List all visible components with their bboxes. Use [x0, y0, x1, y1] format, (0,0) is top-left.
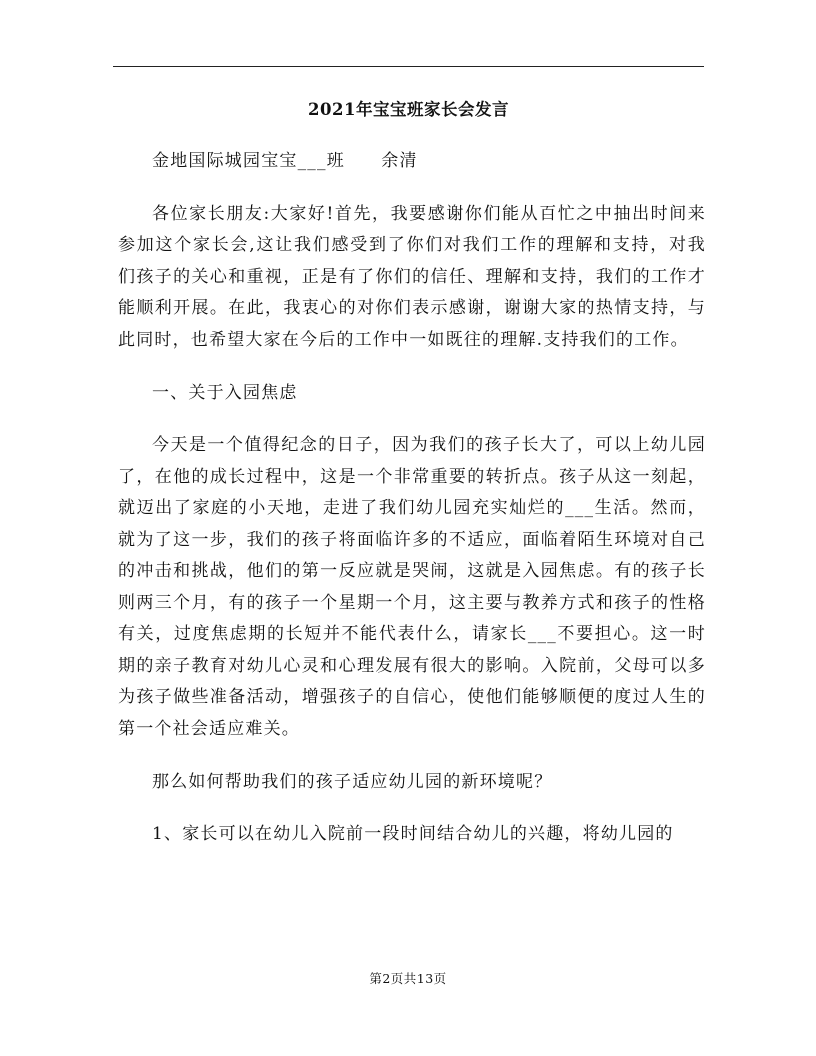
list-item-paragraph: 1、家长可以在幼儿入院前一段时间结合幼儿的兴趣，将幼儿园的 — [152, 824, 674, 844]
greeting-paragraph: 各位家长朋友:大家好!首先，我要感谢你们能从百忙之中抽出时间来参加这个家长会,这让我们感受到了你们对我们工作的理解和支持，对我们孩子的关心和重视，正是有了你们的信任、理解和支持，我们的工作才能顺利开展。在此，我衷心的对你们表示感谢，谢谢大家的热情支持，与此同时，也希望大家在今后的工作中一如既往的理解.支持我们的工作。 — [118, 203, 706, 350]
document-body — [118, 146, 706, 872]
section-heading: 一、关于入园焦虑 — [152, 382, 298, 403]
header-rule — [113, 66, 704, 67]
author-line: 金地国际城园宝宝___班 余清 — [152, 151, 418, 171]
body-paragraph: 今天是一个值得纪念的日子，因为我们的孩子长大了，可以上幼儿园了，在他的成长过程中，这是一个非常重要的转折点。孩子从这一刻起，就迈出了家庭的小天地，走进了我们幼儿园充实灿烂的___生活。然而，就为了这一步，我们的孩子将面临许多的不适应，面临着陌生环境对自己的冲击和挑战，他们的第一反应就是哭闹，这就是入园焦虑。有的孩子长则两三个月，有的孩子一个星期一个月，这主要与教养方式和孩子的性格有关，过度焦虑期的长短并不能代表什么，请家长___不要担心。这一时期的亲子教育对幼儿心灵和心理发展有很大的影响。入院前，父母可以多为孩子做些准备活动，增强孩子的自信心，使他们能够顺便的度过人生的第一个社会适应难关。 — [118, 435, 706, 739]
document-title: 2021年宝宝班家长会发言 — [308, 100, 509, 119]
page-footer: 第2页共13页 — [369, 971, 447, 986]
question-paragraph: 那么如何帮助我们的孩子适应幼儿园的新环境呢？ — [152, 771, 553, 792]
